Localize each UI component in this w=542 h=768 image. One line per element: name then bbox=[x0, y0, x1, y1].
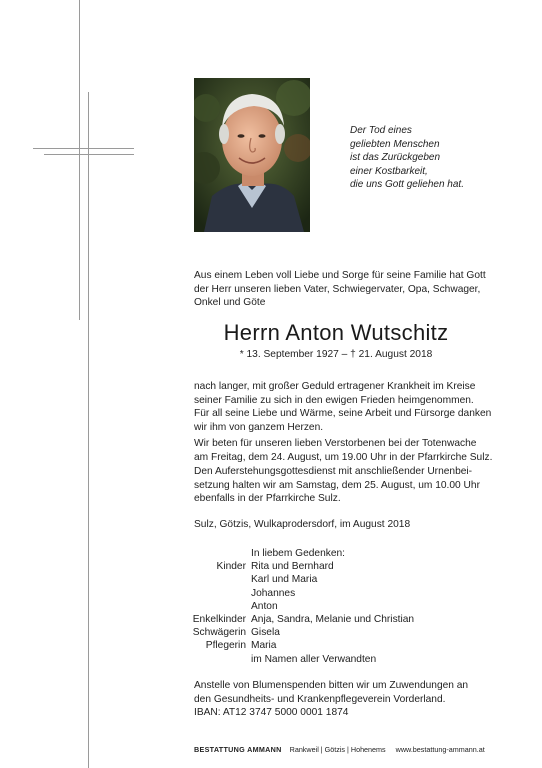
mourner-role bbox=[180, 600, 251, 613]
mourner-names: Karl und Maria bbox=[251, 574, 318, 586]
mourner-names: Maria bbox=[251, 640, 277, 652]
quote-line: Der Tod eines bbox=[350, 125, 412, 136]
donation-line: den Gesundheits- und Krankenpflegeverein Vorderland. bbox=[194, 693, 446, 705]
portrait-photo bbox=[194, 78, 310, 232]
funeral-home-brand: BESTATTUNG AMMANN bbox=[194, 745, 282, 754]
place-date bbox=[194, 518, 478, 532]
list-item bbox=[180, 639, 414, 652]
mourner-role bbox=[180, 547, 251, 560]
paragraph-line: seiner Familie zu sich in den ewigen Frieden heimgenommen. bbox=[194, 394, 474, 406]
mourner-names: Johannes bbox=[251, 587, 296, 599]
mourner-role: Kinder bbox=[216, 561, 246, 573]
mourners-heading: In liebem Gedenken: bbox=[251, 548, 346, 559]
mourner-names: im Namen aller Verwandten bbox=[251, 653, 377, 665]
paragraph-line: Wir beten für unseren lieben Verstorbenen bei der Totenwache bbox=[194, 438, 477, 449]
list-item bbox=[180, 560, 414, 573]
intro-line: der Herr unseren lieben Vater, Schwiegervater, Opa, Schwager, bbox=[194, 283, 481, 295]
mourner-names: Gisela bbox=[251, 627, 280, 639]
intro-paragraph bbox=[194, 269, 486, 310]
paragraph-line: Den Auferstehungsgottesdienst mit anschließender Urnenbei- bbox=[194, 466, 473, 477]
mourner-role bbox=[180, 587, 251, 600]
portrait-illustration bbox=[194, 78, 310, 232]
donation-iban: IBAN: AT12 3747 5000 0001 1874 bbox=[194, 707, 349, 718]
quote-line: geliebten Menschen bbox=[350, 138, 440, 150]
mourner-names: Rita und Bernhard bbox=[251, 561, 334, 573]
paragraph-wake bbox=[194, 437, 493, 464]
list-item bbox=[180, 600, 414, 613]
place-date-line: Sulz, Götzis, Wulkaprodersdorf, im August 2018 bbox=[194, 519, 411, 530]
paragraph-line: wir ihm von ganzem Herzen. bbox=[194, 421, 324, 433]
quote-line: einer Kostbarkeit, bbox=[350, 165, 428, 177]
mourner-role bbox=[180, 653, 251, 666]
donation-line: Anstelle von Blumenspenden bitten wir um Zuwendungen an bbox=[194, 680, 469, 691]
mourner-names: Anja, Sandra, Melanie und Christian bbox=[251, 614, 415, 626]
mourner-role: Enkelkinder bbox=[192, 614, 246, 626]
mourners-list bbox=[180, 547, 414, 666]
memorial-quote bbox=[350, 124, 530, 192]
mourners-heading-row bbox=[180, 547, 414, 560]
intro-line: Aus einem Leben voll Liebe und Sorge für seine Familie hat Gott bbox=[194, 270, 486, 281]
paragraph-line: am Freitag, dem 24. August, um 19.00 Uhr in der Pfarrkirche Sulz. bbox=[194, 451, 493, 463]
funeral-home-locations: Rankweil | Götzis | Hohenems bbox=[289, 745, 386, 754]
cross-horizontal-line-top bbox=[33, 148, 134, 149]
footer bbox=[194, 745, 485, 754]
mourner-role: Schwägerin bbox=[192, 627, 246, 639]
paragraph-line: setzung halten wir am Samstag, dem 25. August, um 10.00 Uhr bbox=[194, 479, 480, 491]
paragraph-passing bbox=[194, 380, 492, 434]
quote-line: die uns Gott geliehen hat. bbox=[350, 179, 464, 190]
cross-vertical-line-left bbox=[79, 0, 80, 320]
paragraph-line: Für all seine Liebe und Wärme, seine Arbeit und Fürsorge danken bbox=[194, 408, 492, 419]
mourner-role: Pflegerin bbox=[205, 640, 246, 652]
mourner-role bbox=[180, 573, 251, 586]
cross-vertical-line-right bbox=[88, 92, 89, 768]
life-dates: * 13. September 1927 – † 21. August 2018 bbox=[239, 349, 433, 360]
donation-note bbox=[194, 679, 478, 720]
intro-line: Onkel und Göte bbox=[194, 297, 266, 308]
paragraph-line: nach langer, mit großer Geduld ertragener Krankheit im Kreise bbox=[194, 381, 476, 392]
list-item bbox=[180, 653, 414, 666]
list-item bbox=[180, 573, 414, 586]
list-item bbox=[180, 587, 414, 600]
paragraph-line: ebenfalls in der Pfarrkirche Sulz. bbox=[194, 493, 341, 504]
quote-line: ist das Zurückgeben bbox=[350, 152, 441, 163]
list-item bbox=[180, 626, 414, 639]
paragraph-service bbox=[194, 465, 478, 506]
list-item bbox=[180, 613, 414, 626]
cross-horizontal-line-bottom bbox=[44, 154, 134, 155]
deceased-name: Herrn Anton Wutschitz bbox=[223, 320, 449, 345]
mourner-names: Anton bbox=[251, 600, 278, 612]
funeral-home-website[interactable]: www.bestattung-ammann.at bbox=[395, 745, 485, 754]
